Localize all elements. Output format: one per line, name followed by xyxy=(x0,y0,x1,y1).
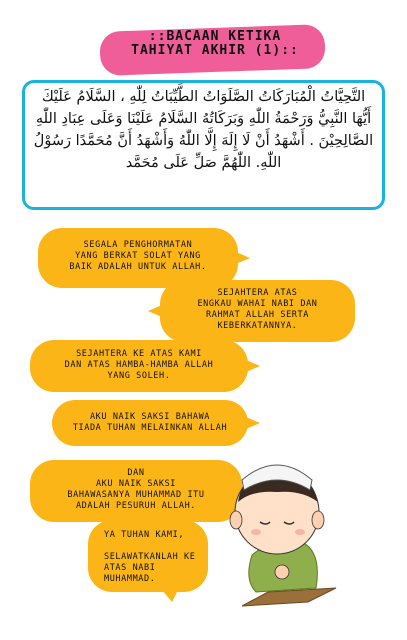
boy-blush-left xyxy=(251,529,261,535)
boy-ear-left xyxy=(230,511,242,529)
speech-bubble-2: SEJAHTERA ATAS ENGKAU WAHAI NABI DAN RAHMAT ALLAH SERTA KEBERKATANNYA. xyxy=(160,280,355,342)
speech-bubble-5: DAN AKU NAIK SAKSI BAHAWASANYA MUHAMMAD ITU ADALAH PESURUH ALLAH. xyxy=(30,460,242,522)
boy-ear-right xyxy=(312,511,324,529)
praying-boy-illustration xyxy=(212,420,362,620)
boy-blush-right xyxy=(295,529,305,535)
speech-bubble-4: AKU NAIK SAKSI BAHAWA TIADA TUHAN MELAINKAN ALLAH xyxy=(52,400,248,446)
boy-hand xyxy=(275,565,289,579)
speech-bubble-6: YA TUHAN KAMI, SELAWATKANLAH KE ATAS NABI MUHAMMAD. xyxy=(88,520,208,592)
page-title: ::BACAAN KETIKA TAHIYAT AKHIR (1):: xyxy=(131,29,299,58)
speech-bubble-1: SEGALA PENGHORMATAN YANG BERKAT SOLAT YANG BAIK ADALAH UNTUK ALLAH. xyxy=(38,228,238,288)
dua-arabic-text: التَّحِيَّاتُ الْمُبَارَكَاتُ الصَّلَوَاتُ الطَّيِّبَاتُ لِلّٰهِ ، السَّلَامُ عَلَيْكَ أَيُّهَا النَّبِيُّ وَرَحْمَةُ اللّٰهِ وَبَرَكَاتُهُ السَّلَامُ عَلَيْنَا وَعَلَى عِبَادِ اللّٰهِ الصَّالِحِيْنَ . أَشْهَدُ أَنْ لَا إِلَهَ إِلَّا اللّٰهُ وَأَشْهَدُ أَنَّ مُحَمَّدًا رَسُوْلُ اللّٰهِ. اللّٰهُمَّ صَلِّ عَلَى مُحَمَّد xyxy=(33,89,374,171)
speech-bubble-3: SEJAHTERA KE ATAS KAMI DAN ATAS HAMBA-HAMBA ALLAH YANG SOLEH. xyxy=(30,340,248,392)
